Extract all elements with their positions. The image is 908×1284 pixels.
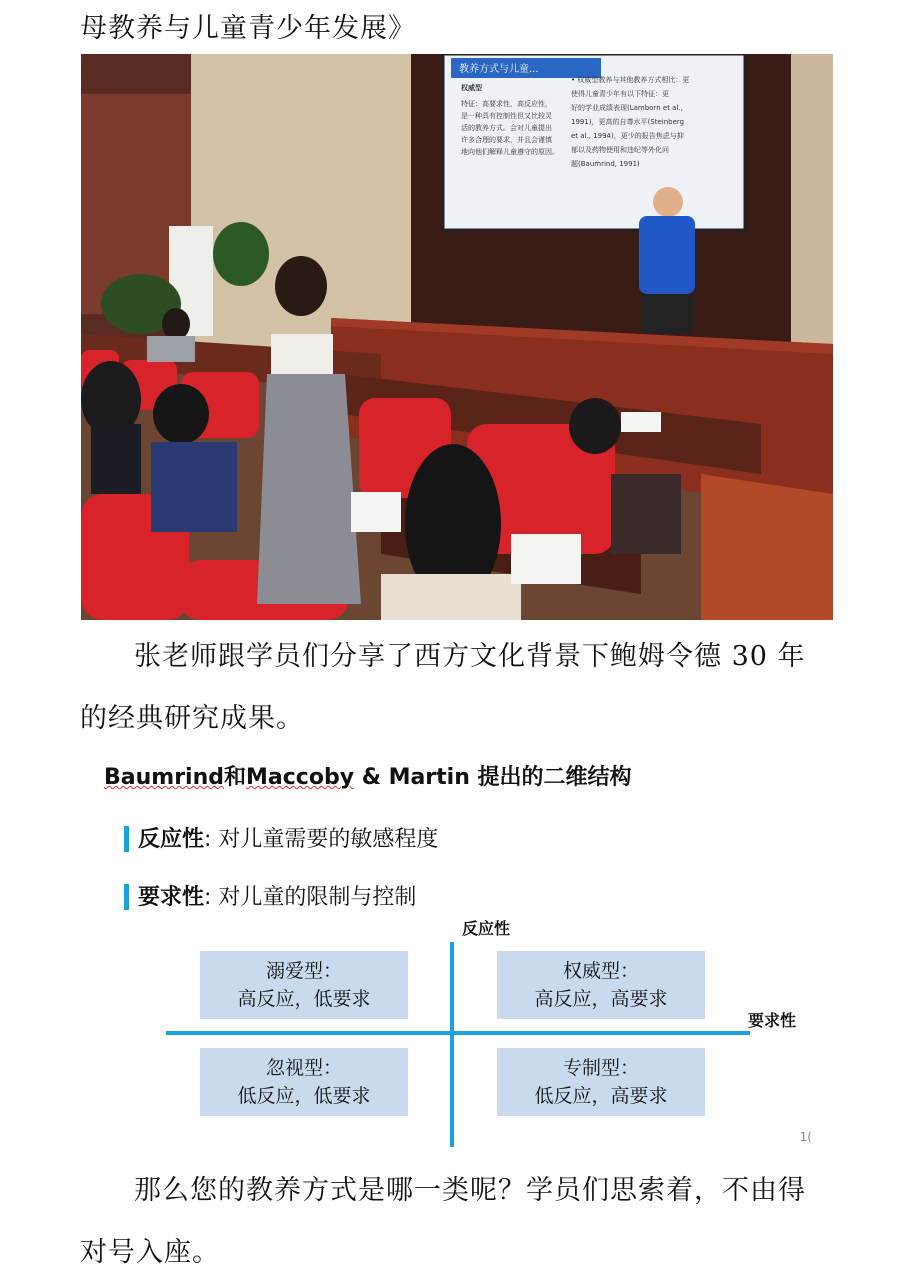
- quadrant-desc: 低反应，低要求: [237, 1085, 371, 1107]
- x-axis-label: 要求性: [748, 1011, 797, 1030]
- two-dimension-slide: [96, 742, 816, 1150]
- bullet-term: 要求性: [138, 885, 205, 910]
- quadrant-authoritarian: [497, 1048, 705, 1116]
- slide-right-line: • 权威型教养与其他教养方式相比：更: [571, 76, 690, 84]
- bullet-bar: [124, 826, 129, 852]
- quadrant-title: 专制型：: [562, 1057, 639, 1079]
- bullet-text: : 对儿童的限制与控制: [204, 885, 417, 910]
- slide-left-line: 特征：高要求性，高反应性，: [461, 100, 552, 108]
- slide-title: [104, 760, 632, 791]
- slide-right-line: 使得儿童青少年有以下特征：更: [571, 90, 669, 98]
- slide-right-line: 好的学业成绩表现(Lamborn et al.,: [571, 104, 683, 112]
- quadrant-desc: 高反应，低要求: [237, 988, 371, 1010]
- quadrant-title: 忽视型：: [265, 1057, 342, 1079]
- title-part: Baumrind: [104, 765, 225, 790]
- slide-left-line: 活的教养方式。会对儿童提出: [461, 124, 552, 132]
- title-part: Maccoby: [246, 765, 355, 790]
- quadrant-indulgent: [200, 951, 408, 1019]
- slide-heading: 教养方式与儿童...: [459, 64, 539, 75]
- bullet-responsiveness: [138, 822, 438, 853]
- title-part: 和: [224, 765, 247, 790]
- slide-right-line: 郁以及药物使用和违纪等外化问: [571, 146, 669, 154]
- quadrant-neglectful: [200, 1048, 408, 1116]
- top-text-line: 母教养与儿童青少年发展》: [80, 13, 416, 44]
- slide-page-number: 1(: [799, 1130, 812, 1144]
- slide-right-line: 题(Baumrind, 1991): [571, 160, 640, 168]
- quadrant-desc: 高反应，高要求: [534, 988, 668, 1010]
- quadrant-authoritative: [497, 951, 705, 1019]
- x-axis-line: [166, 1031, 750, 1035]
- bullet-term: 反应性: [138, 827, 205, 852]
- slide-left-line: 许多合理的要求，并且会谨慎: [461, 136, 552, 144]
- slide-left-line: 权威型: [461, 84, 482, 92]
- paragraph-1: 张老师跟学员们分享了西方文化背景下鲍姆令德 30 年的经典研究成果。: [80, 641, 806, 734]
- y-axis-line: [450, 942, 454, 1147]
- quadrant-title: 溺爱型：: [265, 960, 342, 982]
- paragraph-2: 那么您的教养方式是哪一类呢？学员们思索着，不由得对号入座。: [80, 1175, 806, 1268]
- bullet-text: : 对儿童需要的敏感程度: [204, 827, 439, 852]
- classroom-photo: [81, 54, 833, 620]
- slide-right-line: et al., 1994)，更少的报告焦虑与抑: [571, 132, 684, 140]
- quadrant-title: 权威型：: [562, 960, 639, 982]
- slide-left-line: 地向他们解释儿童遵守的原因。: [461, 148, 559, 156]
- title-part: & Martin 提出的二维结构: [354, 765, 632, 790]
- slide-right-line: 1991)，更高的自尊水平(Steinberg: [571, 118, 685, 126]
- y-axis-label: 反应性: [462, 919, 511, 938]
- bullet-demandingness: [138, 880, 416, 911]
- quadrant-desc: 低反应，高要求: [534, 1085, 668, 1107]
- slide-left-line: 是一种具有控制性但又比较灵: [461, 112, 552, 120]
- bullet-bar: [124, 884, 129, 910]
